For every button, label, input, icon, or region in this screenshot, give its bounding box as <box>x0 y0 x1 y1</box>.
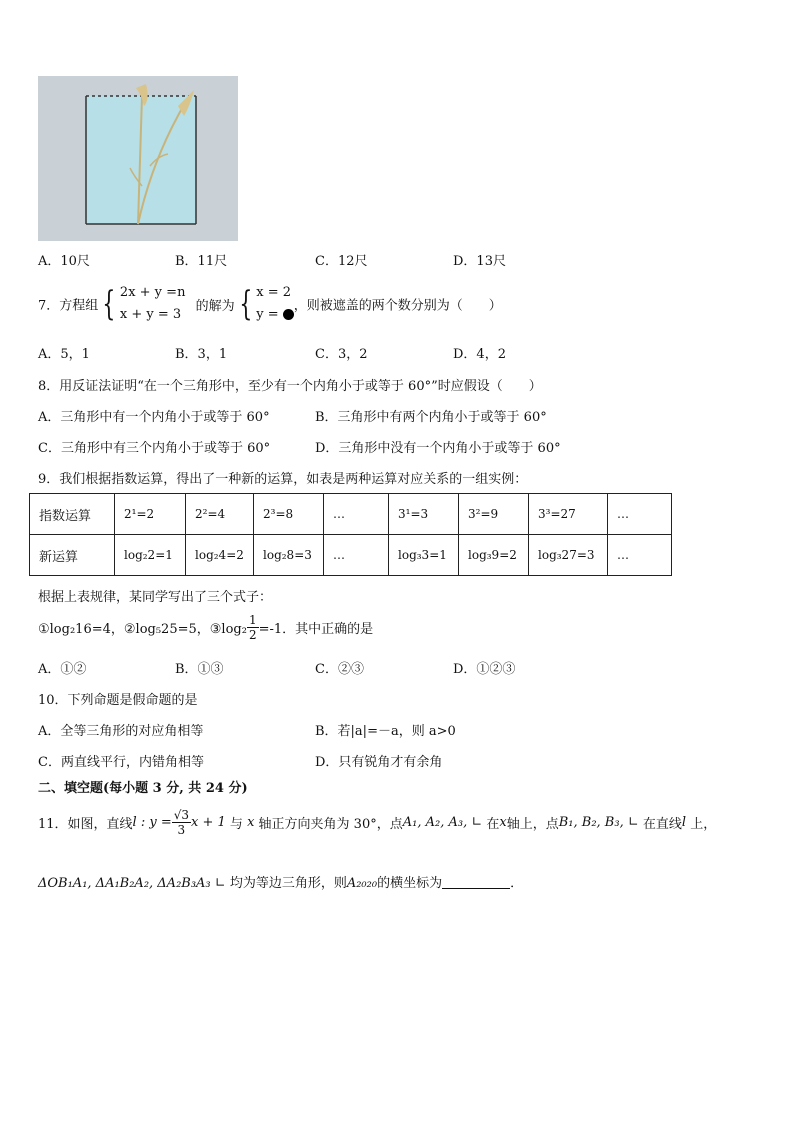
table-cell: … <box>608 494 672 535</box>
q10-stem: 10．下列命题是假命题的是 <box>38 693 198 708</box>
q9-option-d: D．①②③ <box>453 662 516 677</box>
q8-stem: 8．用反证法证明“在一个三角形中，至少有一个内角小于或等于 60°”时应假设（ ） <box>38 379 542 394</box>
reed-pool-illustration <box>38 76 238 241</box>
q7-option-c: C．3，2 <box>315 347 368 362</box>
question-11-line-2: ΔOB₁A₁, ΔA₁B₂A₂, ΔA₂B₃A₃ ∟ 均为等边三角形，则A₂₀₂₀的横坐标为 ． <box>38 876 524 891</box>
q7-mid: 的解为 <box>195 298 235 314</box>
fraction-sqrt3-over-3: $\frac{√3}{3}$ <box>173 808 189 837</box>
table-cell: log₃9=2 <box>459 535 529 576</box>
q9-operation-table <box>29 493 672 576</box>
q7-option-a: A．5，1 <box>38 347 90 362</box>
q10-option-d: D．只有锐角才有余角 <box>315 755 443 770</box>
q6-option-a: A．10尺 <box>38 254 90 269</box>
table-cell: … <box>324 535 389 576</box>
q7-lead: 7．方程组 <box>38 298 99 314</box>
q10-option-c: C．两直线平行，内错角相等 <box>38 755 204 770</box>
q10-option-a: A．全等三角形的对应角相等 <box>38 724 204 739</box>
q10-option-b: B．若|a|=－a，则 a>0 <box>315 724 456 739</box>
q7-system-2: x = 2 y = <box>256 282 294 326</box>
q6-option-b: B．11尺 <box>175 254 228 269</box>
table-cell: log₂8=3 <box>254 535 324 576</box>
table-cell: log₃27=3 <box>529 535 608 576</box>
table-row <box>30 535 672 576</box>
table-cell: 3²=9 <box>459 494 529 535</box>
q7-option-d: D．4，2 <box>453 347 506 362</box>
q9-option-c: C．②③ <box>315 662 364 677</box>
table-row <box>30 494 672 535</box>
table-cell: 2¹=2 <box>115 494 186 535</box>
reed-in-pool-figure <box>38 76 238 241</box>
q9-after-text: 根据上表规律，某同学写出了三个式子： <box>38 590 273 605</box>
q6-option-c: C．12尺 <box>315 254 368 269</box>
table-cell: log₃3=1 <box>389 535 459 576</box>
fraction-one-half: $\frac{1}{2}$ <box>248 613 257 642</box>
section-2-title: 二、填空题(每小题 3 分, 共 24 分) <box>38 781 248 796</box>
table-cell: log₂4=2 <box>186 535 254 576</box>
answer-blank[interactable] <box>442 888 510 889</box>
question-11-line-1: 11．如图，直线l : y = $\frac{√3}{3}$ x + 1 与 x 轴正方向夹角为 30°，点A₁, A₂, A₃, ∟ 在x轴上，点B₁, B₂, B₃, ∟ 在直线l 上， <box>38 808 717 837</box>
q9-stem: 9．我们根据指数运算，得出了一种新的运算，如表是两种运算对应关系的一组实例： <box>38 472 528 487</box>
q9-option-a: A．①② <box>38 662 87 677</box>
question-7 <box>38 282 502 326</box>
q8-option-a: A．三角形中有一个内角小于或等于 60° <box>38 410 270 425</box>
table-cell: 3¹=3 <box>389 494 459 535</box>
table-cell: 新运算 <box>30 535 115 576</box>
brace-icon: { <box>238 284 252 324</box>
table-cell: 指数运算 <box>30 494 115 535</box>
q7-option-b: B．3，1 <box>175 347 228 362</box>
table-cell: 3³=27 <box>529 494 608 535</box>
q6-option-d: D．13尺 <box>453 254 506 269</box>
q7-system-1: 2x + y =n x + y = 3 <box>119 285 186 322</box>
table-cell: 2³=8 <box>254 494 324 535</box>
table-cell: 2²=4 <box>186 494 254 535</box>
q8-option-d: D．三角形中没有一个内角小于或等于 60° <box>315 441 561 456</box>
table-cell: … <box>608 535 672 576</box>
table-cell: log₂2=1 <box>115 535 186 576</box>
q8-option-c: C．三角形中有三个内角小于或等于 60° <box>38 441 271 456</box>
table-cell: … <box>324 494 389 535</box>
q8-option-b: B．三角形中有两个内角小于或等于 60° <box>315 410 547 425</box>
covered-number-dot-icon <box>283 309 294 320</box>
q7-tail: ，则被遮盖的两个数分别为（ ） <box>293 298 502 314</box>
q9-option-b: B．①③ <box>175 662 224 677</box>
brace-icon: { <box>102 284 116 324</box>
q9-expressions: ①log₂16=4，②log₅25=5，③log₂ $\frac{1}{2}$ =-1．其中正确的是 <box>38 613 374 642</box>
